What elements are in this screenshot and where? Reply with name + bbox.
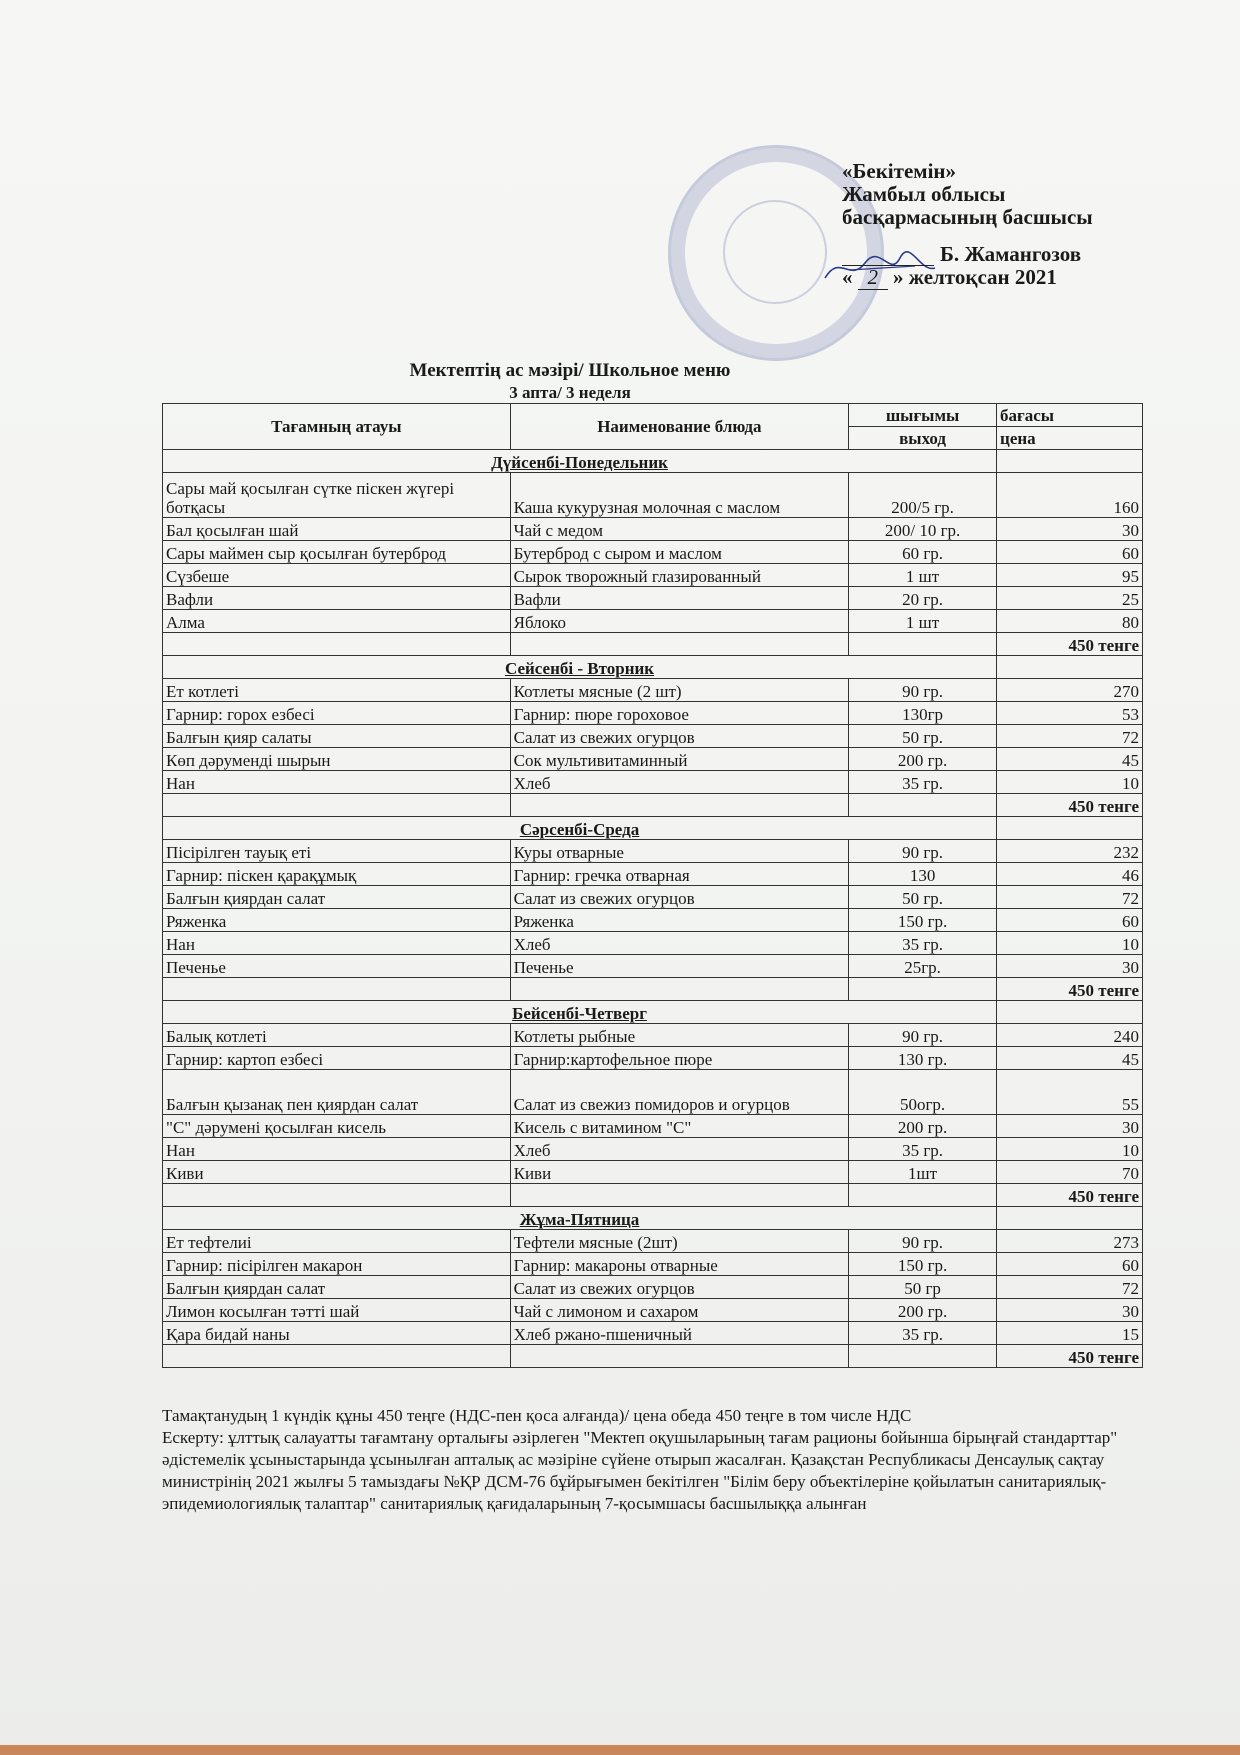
dish-name-kz: Киви	[163, 1161, 511, 1184]
table-row	[163, 932, 1143, 955]
approval-heading: «Бекітемін»	[842, 159, 957, 183]
dish-name-kz: Нан	[163, 1138, 511, 1161]
table-row	[163, 541, 1143, 564]
dish-output: 200 гр.	[849, 1299, 997, 1322]
total-empty	[849, 978, 997, 1001]
table-row	[163, 1161, 1143, 1184]
dish-name-ru: Печенье	[510, 955, 848, 978]
dish-output: 90 гр.	[849, 679, 997, 702]
dish-name-ru: Салат из свежиз помидоров и огурцов	[510, 1070, 848, 1115]
approval-region: Жамбыл облысы	[842, 182, 1006, 206]
day-header-empty	[997, 450, 1143, 473]
dish-price: 45	[997, 1047, 1143, 1070]
dish-price: 25	[997, 587, 1143, 610]
dish-name-kz: Гарнир: картоп езбесі	[163, 1047, 511, 1070]
dish-output: 200/ 10 гр.	[849, 518, 997, 541]
dish-output: 1 шт	[849, 610, 997, 633]
day-total-row	[163, 1184, 1143, 1207]
dish-price: 72	[997, 725, 1143, 748]
dish-name-kz: Гарнир: горох езбесі	[163, 702, 511, 725]
dish-name-ru: Каша кукурузная молочная с маслом	[510, 473, 848, 518]
dish-name-ru: Салат из свежих огурцов	[510, 1276, 848, 1299]
table-row	[163, 587, 1143, 610]
dish-price: 270	[997, 679, 1143, 702]
dish-name-ru: Ряженка	[510, 909, 848, 932]
dish-output: 1 шт	[849, 564, 997, 587]
total-empty	[510, 1345, 848, 1368]
table-row	[163, 1253, 1143, 1276]
dish-price: 240	[997, 1024, 1143, 1047]
dish-price: 70	[997, 1161, 1143, 1184]
dish-name-ru: Кисель с витамином "С"	[510, 1115, 848, 1138]
dish-price: 232	[997, 840, 1143, 863]
dish-output: 90 гр.	[849, 1230, 997, 1253]
total-empty	[510, 794, 848, 817]
dish-output: 35 гр.	[849, 1138, 997, 1161]
total-empty	[163, 1345, 511, 1368]
dish-name-kz: Сары май қосылған сүтке піскен жүгері ботқасы	[163, 473, 511, 518]
dish-name-ru: Чай с медом	[510, 518, 848, 541]
table-row	[163, 702, 1143, 725]
footer-remark: Ескерту: ұлттық салауатты тағамтану орталығы әзірлеген "Мектеп оқушыларының тағам рационы бойынша бірыңғай стандарттар" әдістемелік ұсыныстарында ұсынылған апталық ас мәзіріне сүйене отырып жасалған. Қазақстан Республикасы Денсаулық сақтау министрінің 2021 жылғы 5 тамыздағы №ҚР ДСМ-76 бұйрығымен бекітілген "Білім беру объектілеріне қойылатын санитариялық-эпидемиологиялық талаптар" санитариялық қағидаларының 7-қосымшасы басшылыққа алынған	[162, 1428, 1118, 1513]
dish-output: 35 гр.	[849, 932, 997, 955]
page-edge	[0, 1745, 1240, 1755]
approval-date	[842, 266, 1222, 290]
day-total-row	[163, 1345, 1143, 1368]
dish-price: 60	[997, 909, 1143, 932]
dish-output: 130	[849, 863, 997, 886]
document-subtitle: 3 апта/ 3 неделя	[509, 383, 631, 402]
dish-name-ru: Сырок творожный глазированный	[510, 564, 848, 587]
table-row	[163, 886, 1143, 909]
dish-output: 150 гр.	[849, 909, 997, 932]
table-row	[163, 909, 1143, 932]
dish-name-ru: Хлеб	[510, 771, 848, 794]
dish-name-ru: Сок мультивитаминный	[510, 748, 848, 771]
dish-name-ru: Котлеты рыбные	[510, 1024, 848, 1047]
dish-name-kz: Ет котлеті	[163, 679, 511, 702]
dish-name-kz: Қара бидай наны	[163, 1322, 511, 1345]
dish-price: 95	[997, 564, 1143, 587]
dish-name-kz: Балғын қияр салаты	[163, 725, 511, 748]
table-row	[163, 955, 1143, 978]
total-empty	[849, 1345, 997, 1368]
table-row	[163, 679, 1143, 702]
dish-name-kz: Балғын қызанақ пен қиярдан салат	[163, 1070, 511, 1115]
total-empty	[163, 1184, 511, 1207]
dish-price: 160	[997, 473, 1143, 518]
total-empty	[849, 1184, 997, 1207]
total-empty	[510, 633, 848, 656]
dish-name-ru: Киви	[510, 1161, 848, 1184]
date-quote-open: «	[842, 265, 853, 289]
table-row	[163, 1047, 1143, 1070]
dish-price: 45	[997, 748, 1143, 771]
dish-name-ru: Салат из свежих огурцов	[510, 886, 848, 909]
day-total: 450 тенге	[997, 1184, 1143, 1207]
dish-name-kz: Гарнир: пісірілген макарон	[163, 1253, 511, 1276]
approval-position: басқармасының басшысы	[842, 205, 1093, 229]
dish-name-kz: Вафли	[163, 587, 511, 610]
dish-name-ru: Салат из свежих огурцов	[510, 725, 848, 748]
table-row	[163, 1024, 1143, 1047]
table-row	[163, 1115, 1143, 1138]
dish-price: 10	[997, 1138, 1143, 1161]
day-header-empty	[997, 817, 1143, 840]
day-header-row	[163, 656, 1143, 679]
header-output-ru: выход	[849, 427, 997, 450]
menu-table	[162, 403, 1143, 1368]
dish-price: 10	[997, 771, 1143, 794]
dish-name-kz: Нан	[163, 932, 511, 955]
table-row	[163, 1322, 1143, 1345]
dish-name-kz: Балғын қиярдан салат	[163, 1276, 511, 1299]
table-row	[163, 863, 1143, 886]
dish-name-ru: Гарнир: гречка отварная	[510, 863, 848, 886]
dish-name-kz: Нан	[163, 771, 511, 794]
dish-price: 273	[997, 1230, 1143, 1253]
day-total: 450 тенге	[997, 794, 1143, 817]
header-output-kz: шығымы	[849, 404, 997, 427]
dish-price: 10	[997, 932, 1143, 955]
dish-output: 50 гр.	[849, 886, 997, 909]
table-row	[163, 748, 1143, 771]
dish-name-ru: Куры отварные	[510, 840, 848, 863]
dish-output: 35 гр.	[849, 1322, 997, 1345]
dish-name-kz: Гарнир: піскен қарақұмық	[163, 863, 511, 886]
total-empty	[849, 794, 997, 817]
dish-name-ru: Хлеб ржано-пшеничный	[510, 1322, 848, 1345]
dish-price: 15	[997, 1322, 1143, 1345]
dish-output: 130гр	[849, 702, 997, 725]
header-price-ru: цена	[997, 427, 1143, 450]
table-row	[163, 610, 1143, 633]
dish-name-ru: Чай с лимоном и сахаром	[510, 1299, 848, 1322]
dish-output: 20 гр.	[849, 587, 997, 610]
dish-output: 90 гр.	[849, 840, 997, 863]
footer-price-note: Тамақтанудың 1 күндік құны 450 теңге (НДС-пен қоса алғанда)/ цена обеда 450 теңге в том числе НДС	[162, 1406, 912, 1425]
day-total-row	[163, 978, 1143, 1001]
dish-name-kz: Ряженка	[163, 909, 511, 932]
document-title: Мектептің ас мәзірі/ Школьное меню	[409, 360, 731, 381]
day-title: Сейсенбі - Вторник	[163, 656, 997, 679]
day-total: 450 тенге	[997, 633, 1143, 656]
dish-name-ru: Тефтели мясные (2шт)	[510, 1230, 848, 1253]
dish-price: 30	[997, 1115, 1143, 1138]
dish-price: 30	[997, 518, 1143, 541]
day-total-row	[163, 633, 1143, 656]
dish-name-kz: Сүзбеше	[163, 564, 511, 587]
dish-name-ru: Хлеб	[510, 1138, 848, 1161]
dish-price: 72	[997, 886, 1143, 909]
table-row	[163, 725, 1143, 748]
day-header-empty	[997, 1001, 1143, 1024]
signer-name: Б. Жамангозов	[940, 242, 1082, 266]
dish-name-kz: Ет тефтелиі	[163, 1230, 511, 1253]
table-row	[163, 1138, 1143, 1161]
total-empty	[849, 633, 997, 656]
dish-output: 200 гр.	[849, 1115, 997, 1138]
approval-block	[842, 160, 1222, 290]
dish-price: 72	[997, 1276, 1143, 1299]
dish-price: 80	[997, 610, 1143, 633]
table-row	[163, 518, 1143, 541]
day-title: Жұма-Пятница	[163, 1207, 997, 1230]
dish-price: 60	[997, 541, 1143, 564]
table-row	[163, 771, 1143, 794]
day-header-empty	[997, 656, 1143, 679]
header-name-kz: Тағамның атауы	[163, 404, 511, 450]
total-empty	[163, 633, 511, 656]
dish-output: 50 гр	[849, 1276, 997, 1299]
dish-name-kz: Балық котлеті	[163, 1024, 511, 1047]
dish-name-kz: Балғын қиярдан салат	[163, 886, 511, 909]
day-header-row	[163, 1207, 1143, 1230]
dish-output: 1шт	[849, 1161, 997, 1184]
header-name-ru: Наименование блюда	[510, 404, 848, 450]
dish-name-ru: Котлеты мясные (2 шт)	[510, 679, 848, 702]
dish-name-ru: Гарнир: макароны отварные	[510, 1253, 848, 1276]
dish-name-kz: "С" дәрумені қосылған кисель	[163, 1115, 511, 1138]
dish-price: 60	[997, 1253, 1143, 1276]
dish-output: 150 гр.	[849, 1253, 997, 1276]
dish-name-kz: Бал қосылған шай	[163, 518, 511, 541]
total-empty	[163, 978, 511, 1001]
dish-name-kz: Алма	[163, 610, 511, 633]
day-total: 450 тенге	[997, 1345, 1143, 1368]
total-empty	[163, 794, 511, 817]
dish-output: 130 гр.	[849, 1047, 997, 1070]
table-row	[163, 1299, 1143, 1322]
dish-name-ru: Гарнир:картофельное пюре	[510, 1047, 848, 1070]
dish-output: 60 гр.	[849, 541, 997, 564]
date-day: 2	[858, 266, 888, 290]
dish-name-ru: Бутерброд с сыром и маслом	[510, 541, 848, 564]
dish-output: 50 гр.	[849, 725, 997, 748]
dish-price: 46	[997, 863, 1143, 886]
dish-output: 35 гр.	[849, 771, 997, 794]
dish-name-kz: Пісірілген тауық еті	[163, 840, 511, 863]
dish-output: 200 гр.	[849, 748, 997, 771]
dish-name-ru: Хлеб	[510, 932, 848, 955]
dish-name-kz: Лимон косылған тәтті шай	[163, 1299, 511, 1322]
table-row	[163, 840, 1143, 863]
dish-output: 200/5 гр.	[849, 473, 997, 518]
signature-line	[842, 243, 1222, 266]
table-row	[163, 1070, 1143, 1115]
dish-name-ru: Вафли	[510, 587, 848, 610]
dish-name-ru: Гарнир: пюре гороховое	[510, 702, 848, 725]
day-title: Бейсенбі-Четверг	[163, 1001, 997, 1024]
table-row	[163, 1230, 1143, 1253]
dish-price: 53	[997, 702, 1143, 725]
dish-output: 90 гр.	[849, 1024, 997, 1047]
date-month-year: » желтоқсан 2021	[893, 265, 1057, 289]
day-header-row	[163, 817, 1143, 840]
dish-name-kz: Сары маймен сыр қосылған бутерброд	[163, 541, 511, 564]
dish-price: 30	[997, 1299, 1143, 1322]
dish-name-kz: Көп дәруменді шырын	[163, 748, 511, 771]
table-row	[163, 564, 1143, 587]
table-row	[163, 1276, 1143, 1299]
dish-price: 30	[997, 955, 1143, 978]
day-title: Сәрсенбі-Среда	[163, 817, 997, 840]
total-empty	[510, 978, 848, 1001]
day-title: Дүйсенбі-Понедельник	[163, 450, 997, 473]
header-price-kz: бағасы	[997, 404, 1143, 427]
day-header-row	[163, 450, 1143, 473]
table-row	[163, 473, 1143, 518]
menu-body	[163, 450, 1143, 1368]
footer-notes	[162, 1405, 1152, 1515]
dish-output: 50огр.	[849, 1070, 997, 1115]
day-header-empty	[997, 1207, 1143, 1230]
dish-name-ru: Яблоко	[510, 610, 848, 633]
total-empty	[510, 1184, 848, 1207]
day-total: 450 тенге	[997, 978, 1143, 1001]
dish-output: 25гр.	[849, 955, 997, 978]
dish-name-kz: Печенье	[163, 955, 511, 978]
dish-price: 55	[997, 1070, 1143, 1115]
day-header-row	[163, 1001, 1143, 1024]
day-total-row	[163, 794, 1143, 817]
